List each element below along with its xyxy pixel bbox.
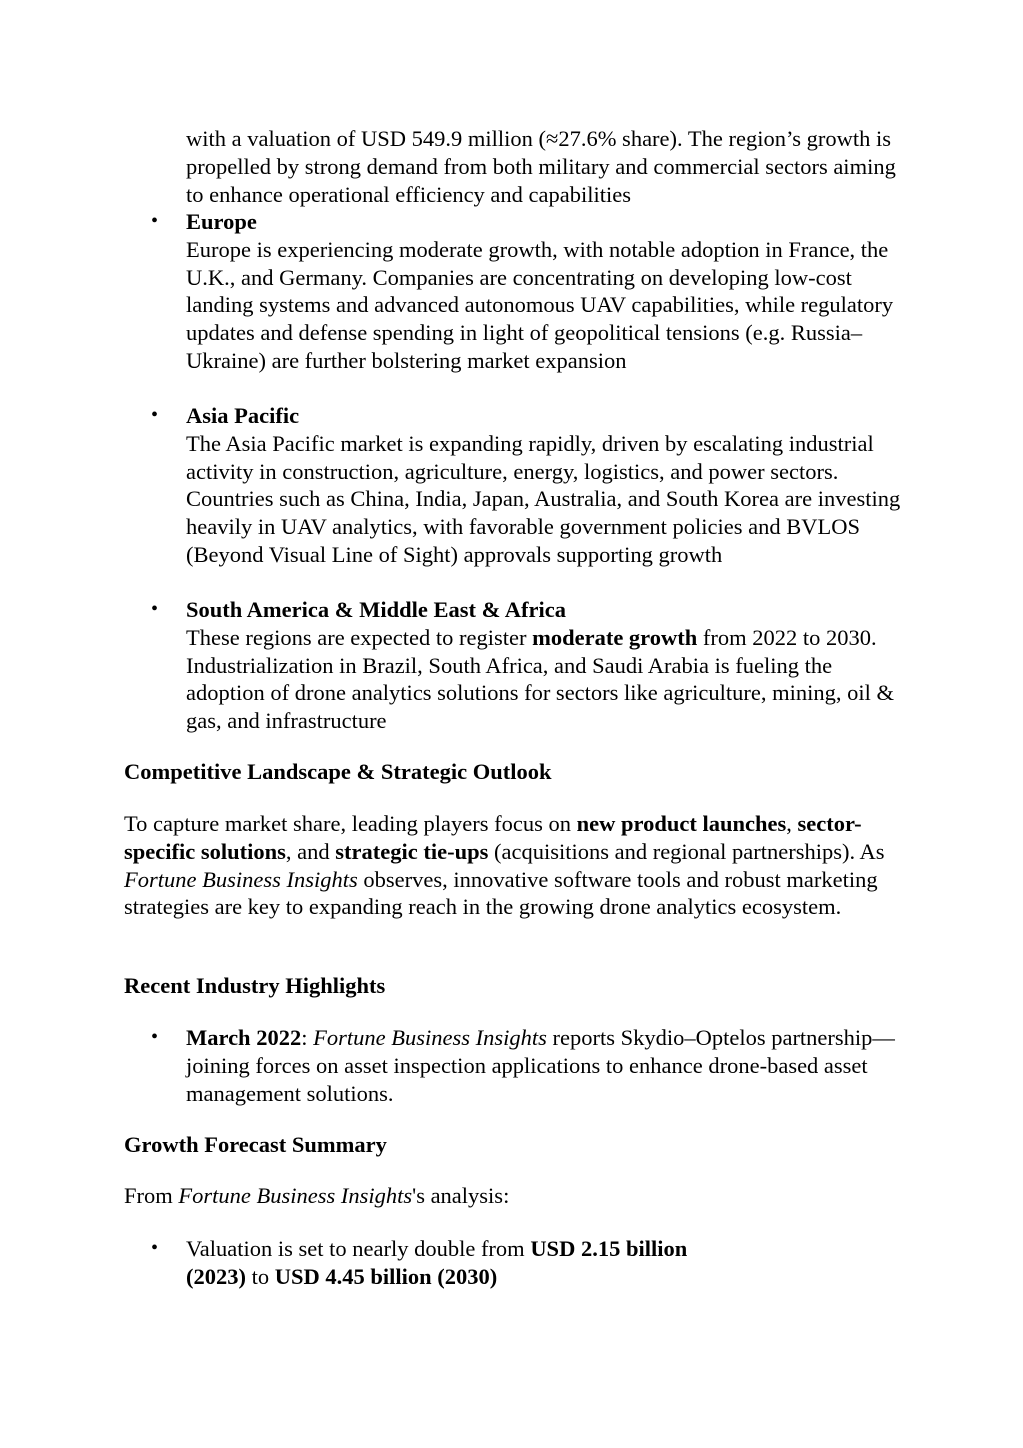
bullet-icon: •	[151, 210, 159, 232]
region-title: Asia Pacific	[186, 403, 300, 428]
region-item-asia-pacific	[186, 402, 906, 569]
region-title: South America & Middle East & Africa	[186, 597, 566, 622]
region-body: Europe is experiencing moderate growth, with notable adoption in France, the U.K., and Germany. Companies are concentrating on developing low-cost landing systems and advanced autonomous UAV capabilities, while regulatory updates and defense spending in light of geopolitical tensions (e.g. Russia–Ukraine) are further bolstering market expansion	[186, 236, 894, 373]
bullet-icon: •	[151, 1237, 159, 1259]
section-heading-forecast: Growth Forecast Summary	[124, 1132, 387, 1157]
bullet-icon: •	[151, 598, 159, 620]
region-title: Europe	[186, 209, 257, 234]
bullet-icon: •	[151, 404, 159, 426]
section-heading-highlights: Recent Industry Highlights	[124, 973, 386, 998]
section-heading-competitive: Competitive Landscape & Strategic Outlook	[124, 759, 552, 784]
forecast-intro: From Fortune Business Insights's analysis:	[124, 1183, 510, 1208]
region-item-sa-mea	[186, 596, 906, 735]
north-america-body: with a valuation of USD 549.9 million (≈27.6% share). The region’s growth is propelled by strong demand from both military and commercial sectors aiming to enhance operational efficiency and capabilities	[186, 126, 896, 207]
forecast-item: Valuation is set to nearly double from USD 2.15 billion (2023) to USD 4.45 billion (2030)	[186, 1236, 688, 1289]
region-body: These regions are expected to register moderate growth from 2022 to 2030. Industrialization in Brazil, South Africa, and Saudi Arabia is fueling the adoption of drone analytics solutions for sectors like agriculture, mining, oil & gas, and infrastructure	[186, 624, 894, 734]
competitive-paragraph: To capture market share, leading players focus on new product launches, sector-specific solutions, and strategic tie-ups (acquisitions and regional partnerships). As Fortune Business Insights observes, innovative software tools and robust marketing strategies are key to expanding reach in the growing drone analytics ecosystem.	[124, 811, 885, 920]
region-body: The Asia Pacific market is expanding rapidly, driven by escalating industrial activity in construction, agriculture, energy, logistics, and power sectors. Countries such as China, India, Japan, Australia, and South Korea are investing heavily in UAV analytics, with favorable government policies and BVLOS (Beyond Visual Line of Sight) approvals supporting growth	[186, 430, 901, 567]
bullet-icon: •	[151, 1026, 159, 1048]
highlight-item: March 2022: Fortune Business Insights reports Skydio–Optelos partnership—joining forces on asset inspection applications to enhance drone-based asset management solutions.	[186, 1025, 895, 1106]
region-item-europe	[186, 208, 906, 375]
